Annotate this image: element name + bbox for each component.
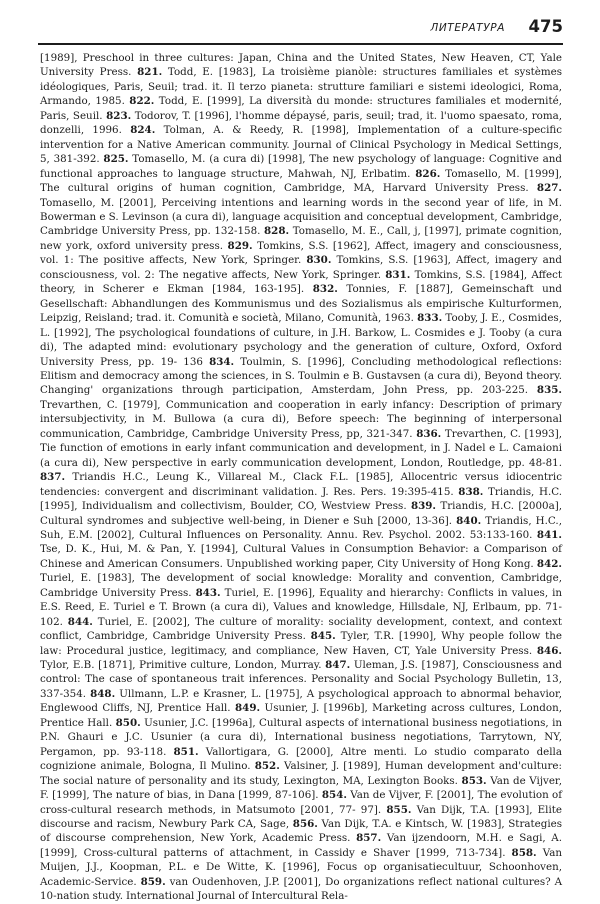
reference-text: Todd, E. [1983], La troisième pianòle: structures familiales et systèmes idéologiques, Paris, Seuil; trad. it. Il terzo pianeta: strutture familiari e sistemi ideologici, Roma, Armando, 1985. [40, 66, 562, 108]
reference-text: Todorov, T. [1996], l'homme dépaysé, paris, seuil; trad, it. l'uomo spaesato, roma, donzelli, 1996. [40, 109, 563, 137]
reference-text: Usunier, J.C. [1996a], Cultural aspects of international business negotiations, in P.N. Ghauri e J.C. Usunier (a cura di), International business negotiations, Tarrytown, NY, Pergamon, pp. 93-118. [40, 716, 562, 758]
page-number: 475 [528, 17, 563, 36]
reference-number: 848. [90, 687, 116, 700]
bibliography-text [40, 51, 562, 904]
reference-number: 822. [129, 95, 155, 108]
reference-text: Tomasello, M. (a cura di) [1998], The new psychology of language: Cognitive and functional approaches to language structure, Mahwah, NJ, Erlbatim. [40, 153, 562, 180]
reference-text: Vallortigara, G. [2000], Altre menti. Lo studio comparato della cognizione animale, Bologna, Il Mulino. [40, 745, 562, 773]
reference-number: 855. [386, 803, 412, 816]
reference-text: Van ijzendoorn, M.H. e Sagi, A. [1999], Cross-cultural patterns of attachment, in Cassidy e Shaver [1999, 713-734]. [40, 832, 562, 859]
reference-text: Valsiner, J. [1989], Human development and'culture: The social nature of personality and its study, Lexington, MA, Lexington Books. [40, 760, 562, 787]
reference-text: Tooby, J. E., Cosmides, L. [1992], The psychological foundations of culture, in J.H. Barkow, L. Cosmides e J. Tooby (a cura di), The adapted mind: evolutionary psychology and the generation of culture, Oxford, Oxford University Press, pp. 19- 136 [40, 312, 562, 368]
reference-number: 831. [385, 268, 411, 281]
reference-number: 841. [536, 528, 562, 541]
reference-number: 833. [417, 312, 443, 325]
reference-text: Turiel, E. [1996], Equality and hierarchy: Conflicts in values, in E.S. Reed, E. Turiel e T. Brown (a cura di), Values and knowledge, Hillsdale, NJ, Erlbaum, pp. 71-102. [40, 586, 563, 628]
reference-number: 853. [461, 774, 487, 787]
reference-text: Triandis H.C., Leung K., Villareal M., Clack F.L. [1985], Allocentric versus idiocentric tendencies: convergent and discriminant validation. J. Res. Pers. 19:395-415. [40, 471, 562, 498]
reference-number: 821. [137, 66, 163, 79]
reference-text: van Oudenhoven, J.P. [2001], Do organizations reflect national cultures? A 10-nation study. International Journal of Intercultural Rela- [40, 875, 563, 903]
reference-number: 849. [235, 702, 261, 715]
reference-text: Tomasello, M. E., Call, j, [1997], primate cognition, new york, oxford university press. [40, 225, 562, 252]
reference-text: Triandis, H.C., Suh, E.M. [2002], Cultural Influences on Personality. Annu. Rev. Psychol. 2002. 53:133-160. [40, 514, 562, 541]
reference-text: Uleman, J.S. [1987], Consciousness and control: The case of spontaneous trait inferences. Personality and Social Psychology Bulletin, 13, 337-354. [40, 659, 562, 700]
running-head: ЛИТЕРАТУРА [430, 22, 505, 34]
reference-text: Ullmann, L.P. e Krasner, L. [1975], A psychological approach to abnormal behavior, Englewood Cliffs, NJ, Prentice Hall. [40, 687, 563, 715]
reference-text: Tomkins, S.S. [1984], Affect theory, in Scherer e Ekman [1984, 163-195]. [40, 268, 562, 296]
reference-number: 857. [356, 832, 382, 845]
reference-number: 842. [536, 557, 562, 570]
reference-number: 832. [312, 283, 338, 296]
reference-text: Van de Vijver, F. [1999], The nature of bias, in Dana [1999, 87-106]. [40, 774, 562, 802]
reference-number: 845. [310, 630, 336, 643]
reference-text: Tolman, A. & Reedy, R. [1998], Implementation of a culture-specific intervention for a Native American community. Journal of Clinical Psychology in Medical Settings, 5, 381-392. [40, 124, 562, 166]
continued-reference-text: [1989], Preschool in three cultures: Japan, China and the United States, New Heaven, CT, Yale University Press. [40, 52, 562, 79]
reference-number: 852. [254, 760, 280, 773]
reference-number: 843. [195, 586, 221, 599]
reference-number: 837. [40, 471, 66, 484]
reference-number: 827. [536, 182, 562, 195]
reference-text: Tse, D. K., Hui, M. & Pan, Y. [1994], Cultural Values in Consumption Behavior: a Comparison of Chinese and American Consumers. Unpublished working paper, City University of Hong Kong. [40, 543, 562, 570]
reference-text: Triandis, H.C. [2000a], Cultural syndromes and subjective well-being, in Diener e Suh [2000, 13-36]. [40, 500, 562, 527]
reference-text: Van Dijk, T.A. e Kintsch, W. [1983], Strategies of discourse comprehension, New York, Academic Press. [40, 818, 563, 845]
reference-number: 840. [456, 514, 482, 527]
reference-text: Tylor, E.B. [1871], Primitive culture, London, Murray. [40, 659, 322, 672]
reference-number: 850. [115, 716, 141, 729]
reference-number: 846. [536, 644, 562, 657]
reference-number: 830. [306, 254, 332, 267]
reference-number: 838. [458, 485, 484, 498]
reference-number: 828. [264, 225, 290, 238]
reference-text: Turiel, E. [2002], The culture of morality: sociality development, context, and context conflict, Cambridge, Cambridge University Press. [40, 615, 562, 643]
reference-text: Van de Vijver, F. [2001], The evolution of cross-cultural research methods, in Matsumoto [2001, 77- 97]. [40, 789, 563, 816]
reference-text: Toulmin, S. [1996], Concluding methodological reflections: Elitism and democracy among the sciences, in S. Toulmin e B. Gustavsen (a cura di), Beyond theory. Changing' organizations through participation, Amsterdam, John Press, pp. 203-225. [40, 355, 562, 397]
reference-number: 856. [292, 818, 318, 831]
reference-number: 836. [416, 427, 442, 440]
reference-number: 835. [536, 384, 562, 397]
reference-text: Tomkins, S.S. [1963], Affect, imagery and consciousness, vol. 2: The negative affects, New York, Springer. [40, 254, 562, 281]
reference-text: Tyler, T.R. [1990], Why people follow the law: Procedural justice, legitimacy, and compliance, New Haven, CT, Yale University Press. [40, 630, 562, 657]
reference-text: Trevarthen, C. [1979], Communication and cooperation in early infancy: Description of primary intersubjectivity, in M. Bullowa (a cura di), Before speech: The beginning of interpersonal communication, Cambridge, Cambridge University Press, pp, 321-347. [40, 398, 562, 440]
reference-text: Usunier, J. [1996b], Marketing across cultures, London, Prentice Hall. [40, 702, 562, 729]
reference-text: Van Dijk, T.A. [1993], Elite discourse and racism, Newbury Park CA, Sage, [40, 803, 562, 831]
reference-text: Turiel, E. [1983], The development of social knowledge: Morality and convention, Cambridge, Cambridge University Press. [40, 572, 562, 599]
reference-number: 834. [209, 355, 235, 368]
reference-text: Tonnies, F. [1887], Gemeinschaft und Gesellschaft: Abhandlungen des Kommunismus und des Sozialismus als empirische Kulturformen, Leipzig, Reisland; trad. it. Comunità e società, Milano, Comunità, 1963. [40, 283, 562, 325]
reference-number: 858. [511, 846, 537, 859]
reference-number: 824. [130, 124, 156, 137]
reference-text: Tomasello, M. [1999], The cultural origins of human cognition, Cambridge, MA, Harvard University Press. [40, 167, 563, 195]
reference-text: Todd, E. [1999], La diversità du monde: structures familiales et modernité, Paris, Seuil. [40, 95, 562, 122]
reference-text: Van Muijen, J.J., Koopman, P.L. e De Witte, K. [1996], Focus op organisatiecultuur, Schoonhoven, Academic-Service. [40, 846, 562, 888]
reference-text: Triandis, H.C. [1995], Individualism and collectivism, Boulder, CO, Westview Press. [40, 485, 562, 513]
reference-number: 851. [173, 745, 199, 758]
reference-number: 859. [140, 875, 166, 888]
reference-number: 825. [103, 153, 129, 166]
reference-number: 839. [410, 500, 437, 513]
page-header [38, 19, 563, 45]
reference-number: 826. [415, 167, 441, 180]
reference-text: Tomasello, M. [2001], Perceiving intentions and learning words in the second year of life, in M. Bowerman e S. Levinson (a cura di), language acquisition and conceptual development, Cambridge, Cambridge University Press, pp. 132-158. [40, 196, 562, 238]
reference-number: 823. [106, 109, 132, 122]
reference-number: 847. [325, 659, 351, 672]
reference-text: Tomkins, S.S. [1962], Affect, imagery and consciousness, vol. 1: The positive affects, New York, Springer. [40, 239, 562, 267]
reference-text: Trevarthen, C. [1993], Tie function of emotions in early infant communication and development, in J. Nadel e L. Camaioni (a cura di), New perspective in early communication development, London, Routledge, pp. 48-81. [40, 427, 563, 469]
reference-number: 844. [67, 615, 93, 628]
reference-number: 854. [321, 789, 347, 802]
reference-number: 829. [227, 239, 253, 252]
